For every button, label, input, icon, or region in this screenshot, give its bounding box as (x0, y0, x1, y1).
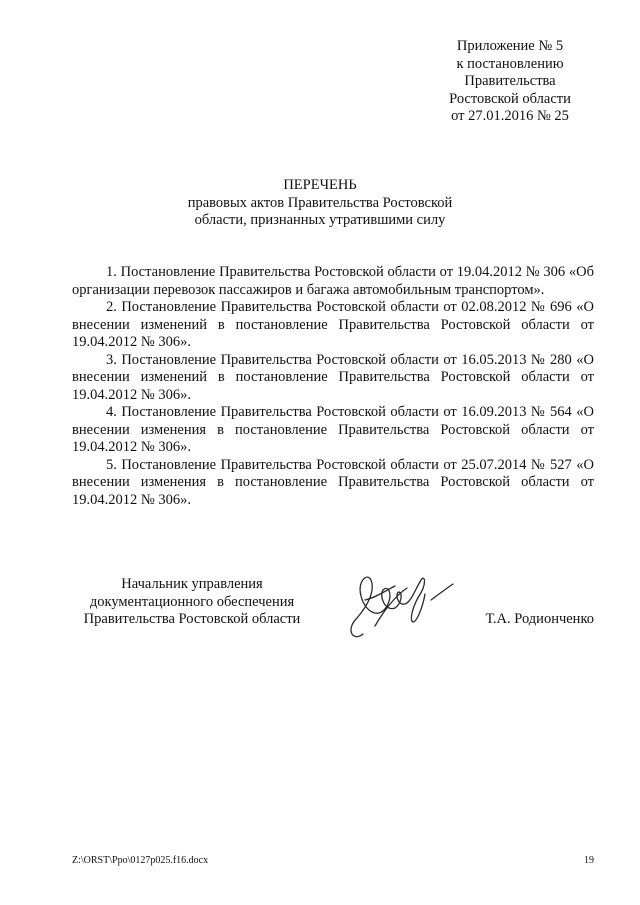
footer-file-path: Z:\ORST\Ppo\0127p025.f16.docx (72, 855, 209, 866)
heading-title: ПЕРЕЧЕНЬ (283, 177, 357, 193)
appendix-line: Ростовской области (449, 90, 571, 107)
list-item: 4. Постановление Правительства Ростовской области от 16.09.2013 № 564 «О внесении изменения в постановление Правительства Ростовской области от 19.04.2012 № 306». (72, 404, 594, 455)
appendix-header (420, 38, 600, 126)
list-item: 2. Постановление Правительства Ростовской области от 02.08.2012 № 696 «О внесении изменений в постановление Правительства Ростовской области от 19.04.2012 № 306». (72, 299, 594, 350)
heading-subtitle-line: правовых актов Правительства Ростовской (187, 194, 453, 211)
heading-subtitle-line: области, признанных утратившими силу (194, 212, 446, 228)
acts-list (72, 264, 594, 509)
position-line: Правительства Ростовской области (83, 611, 301, 627)
handwritten-signature (335, 560, 465, 650)
appendix-line: Правительства (464, 73, 556, 89)
appendix-line: к постановлению (456, 55, 564, 72)
position-line: документационного обеспечения (89, 593, 295, 610)
appendix-line: Приложение № 5 (456, 38, 564, 54)
list-item: 1. Постановление Правительства Ростовской области от 19.04.2012 № 306 «Об организации перевозок пассажиров и багажа автомобильным транспортом». (72, 264, 594, 298)
signatory-name: Т.А. Родионченко (485, 611, 594, 627)
signatory-position (62, 576, 322, 629)
list-item: 3. Постановление Правительства Ростовской области от 16.05.2013 № 280 «О внесении изменений в постановление Правительства Ростовской области от 19.04.2012 № 306». (72, 351, 594, 403)
position-line: Начальник управления (121, 576, 263, 592)
page-number: 19 (584, 855, 594, 866)
document-heading (150, 177, 490, 230)
list-item: 5. Постановление Правительства Ростовской области от 25.07.2014 № 527 «О внесении изменения в постановление Правительства Ростовской области от 19.04.2012 № 306». (72, 456, 594, 508)
appendix-line: от 27.01.2016 № 25 (451, 108, 569, 124)
